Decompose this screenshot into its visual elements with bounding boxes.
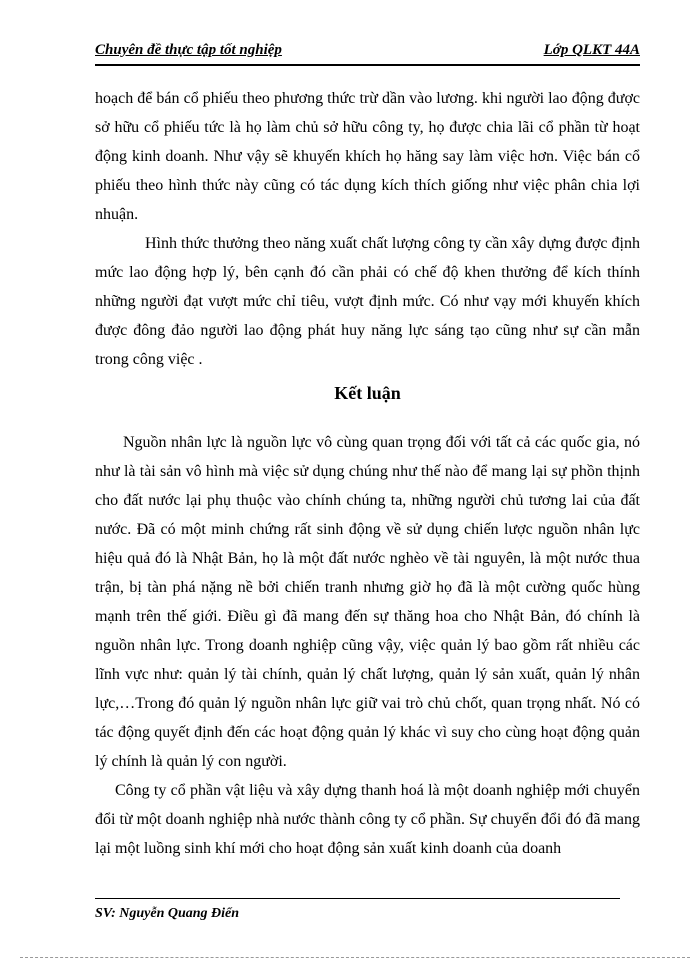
- page-body: [95, 84, 640, 863]
- footer-author: SV: Nguyễn Quang Điển: [95, 906, 240, 921]
- footer-divider: [95, 898, 620, 899]
- page-edge: [20, 957, 690, 958]
- page-header: [95, 40, 640, 66]
- header-document-type: Chuyên đề thực tập tốt nghiệp: [95, 42, 282, 58]
- conclusion-paragraph-1: Nguồn nhân lực là nguồn lực vô cùng quan trọng đối với tất cả các quốc gia, nó như là tài sản vô hình mà việc sử dụng chúng như thế nào để mang lại sự phồn thịnh cho đất nước lại phụ thuộc vào chính chúng ta, những người chủ tương lai của đất nước. Đã có một minh chứng rất sinh động về sử dụng chiến lược nguồn nhân lực hiệu quả đó là Nhật Bản, họ là một đất nước nghèo về tài nguyên, là một nước thua trận, bị tàn phá nặng nề bởi chiến tranh nhưng giờ họ đã là một cường quốc hùng mạnh trên thế giới. Điều gì đã mang đến sự thăng hoa cho Nhật Bản, đó chính là nguồn nhân lực. Trong doanh nghiệp cũng vậy, việc quản lý bao gồm rất nhiều các lĩnh vực như: quản lý tài chính, quản lý chất lượng, quản lý sản xuất, quản lý nhân lực,…Trong đó quản lý nguồn nhân lực giữ vai trò chủ chốt, quan trọng nhất. Nó có tác động quyết định đến các hoạt động quản lý khác vì suy cho cùng hoạt động quản lý chính là quản lý con người.: [95, 434, 640, 770]
- conclusion-paragraph-2: Công ty cổ phần vật liệu và xây dựng thanh hoá là một doanh nghiệp mới chuyển đổi từ một doanh nghiệp nhà nước thành công ty cổ phần. Sự chuyển đổi đó đã mang lại một luồng sinh khí mới cho hoạt động sản xuất kinh doanh của doanh: [95, 782, 640, 857]
- paragraph-1: hoạch để bán cổ phiếu theo phương thức trừ dần vào lương. khi người lao động được sở hữu cổ phiếu tức là họ làm chủ sở hữu công ty, họ được chia lãi cổ phần từ hoạt động kinh doanh. Như vậy sẽ khuyến khích họ hăng say làm việc hơn. Việc bán cổ phiếu theo hình thức này cũng có tác dụng kích thích giống như việc phân chia lợi nhuận.: [95, 90, 640, 223]
- section-title: Kết luận: [334, 383, 401, 403]
- paragraph-2: Hình thức thưởng theo năng xuất chất lượng công ty cần xây dựng được định mức lao động hợp lý, bên cạnh đó cần phải có chế độ khen thưởng để kích thính những người đạt vượt mức chỉ tiêu, vượt định mức. Có như vạy mới khuyến khích được đông đảo người lao động phát huy năng lực sáng tạo cũng như sự cần mẫn trong công việc .: [95, 235, 640, 368]
- header-class: Lớp QLKT 44A: [543, 42, 640, 58]
